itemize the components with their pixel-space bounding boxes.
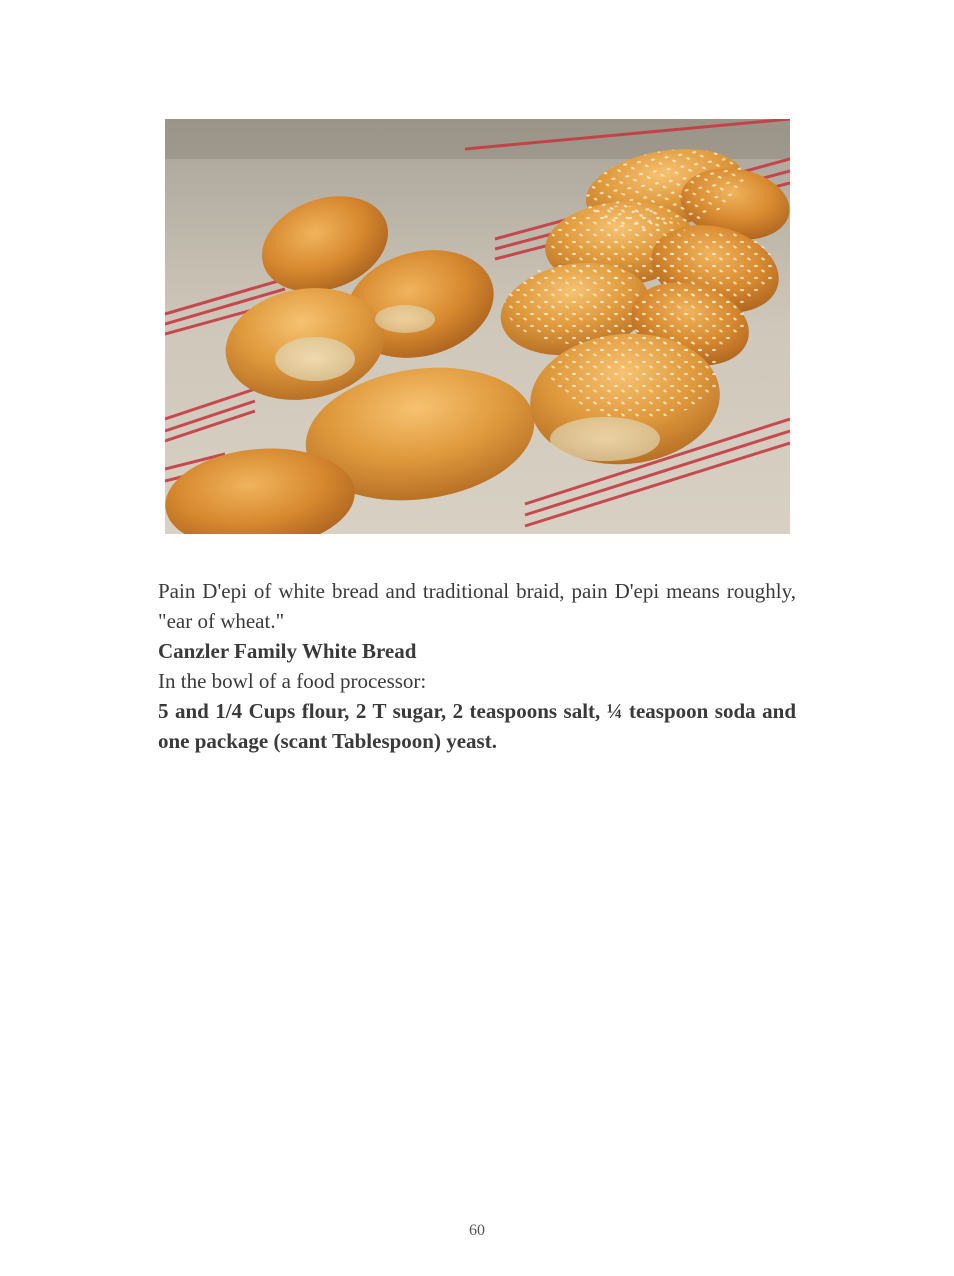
recipe-title: Canzler Family White Bread: [158, 639, 417, 663]
recipe-instruction: In the bowl of a food processor:: [158, 669, 427, 693]
bread-photo: [165, 119, 790, 534]
recipe-text: [158, 576, 796, 756]
photo-caption: Pain D'epi of white bread and traditional braid, pain D'epi means roughly, "ear of wheat.": [158, 579, 796, 633]
recipe-ingredients: 5 and 1/4 Cups flour, 2 T sugar, 2 teaspoons salt, ¼ teaspoon soda and one package (scant Tablespoon) yeast.: [158, 699, 796, 753]
page-number: 60: [469, 1222, 485, 1239]
